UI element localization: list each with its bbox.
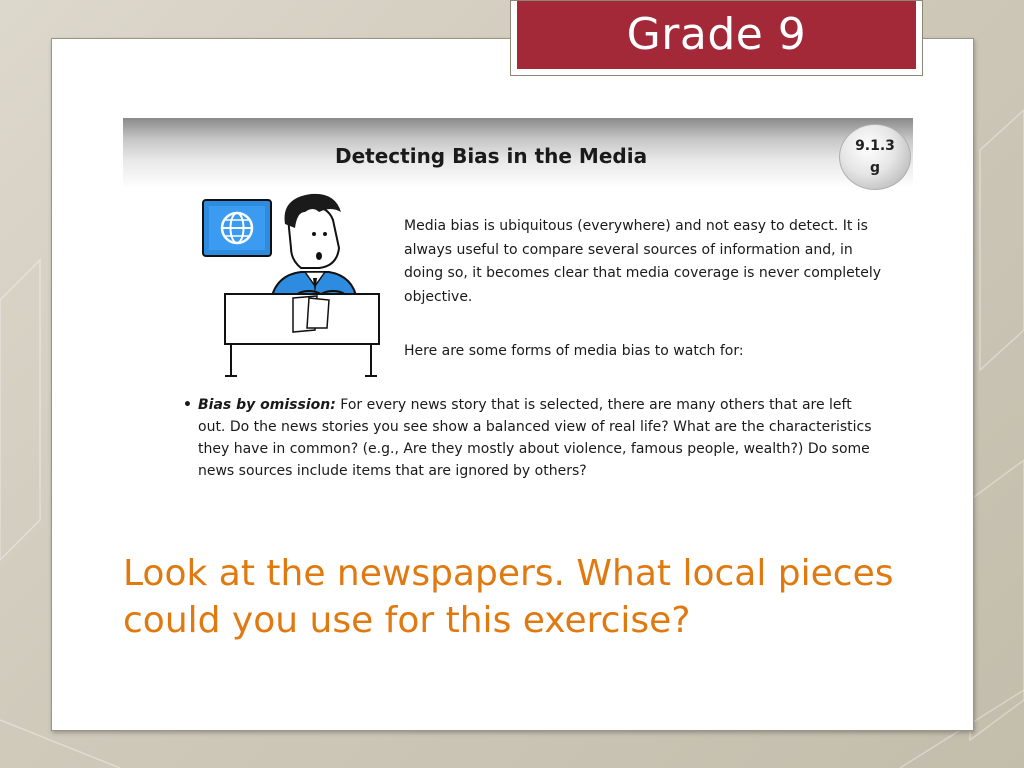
bullet-term: Bias by omission: (198, 397, 336, 413)
worksheet-code-badge (839, 124, 911, 190)
worksheet-title: Detecting Bias in the Media (335, 144, 648, 168)
badge-code: 9.1.3 (855, 138, 895, 154)
title-tab (510, 0, 923, 76)
slide-title: Grade 9 (626, 8, 807, 60)
worksheet-paragraph-forms: Here are some forms of media bias to watch for: (404, 343, 744, 359)
bullet-text: For every news story that is selected, there are many others that are left out. Do the news stories you see show a balanced view of real life? What are the characteristics they have in common? (e.g., Are they mostly about violence, famous people, wealth?) Do some news sources include items that are ignored by others? (198, 397, 872, 479)
globe-icon (203, 200, 271, 256)
bullet-body (183, 394, 883, 482)
bullet-marker: • (183, 397, 192, 413)
title-banner (517, 1, 916, 69)
worksheet-image (123, 118, 913, 488)
discussion-question: Look at the newspapers. What local pieces could you use for this exercise? (123, 553, 894, 641)
bias-by-omission-bullet (183, 394, 883, 482)
badge-suffix: g (869, 160, 881, 176)
news-anchor-illustration (201, 190, 381, 380)
worksheet-paragraph-intro: Media bias is ubiquitous (everywhere) and not easy to detect. It is always useful to compare several sources of information and, in doing so, it becomes clear that media coverage is never completely objective. (404, 218, 882, 305)
